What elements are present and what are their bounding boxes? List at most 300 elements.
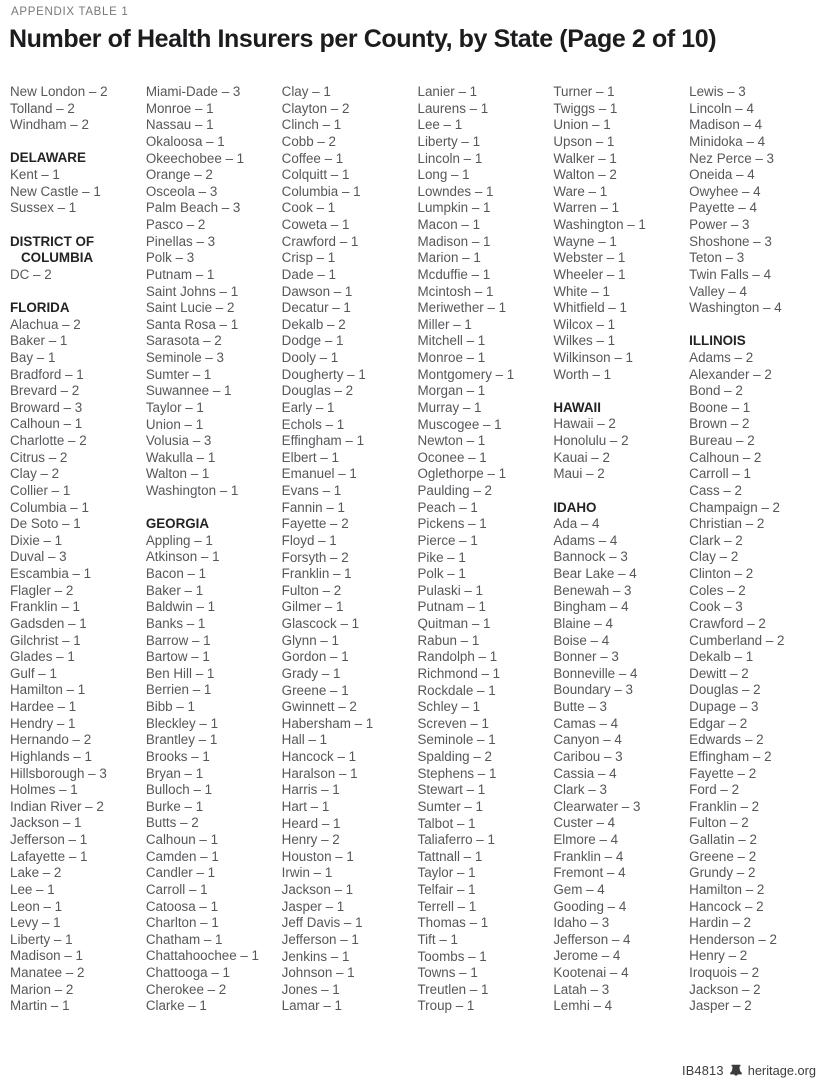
county-table (10, 84, 816, 1015)
county-entry: Duval – 3 (10, 549, 67, 565)
county-entry: Peach – 1 (417, 499, 478, 515)
county-entry: Bingham – 4 (553, 599, 629, 615)
county-entry: Dougherty – 1 (281, 366, 366, 382)
county-entry: Adams – 2 (689, 349, 754, 365)
appendix-table-label: APPENDIX TABLE 1 (11, 6, 129, 18)
county-entry: Houston – 1 (281, 848, 354, 864)
county-entry: Kauai – 2 (553, 449, 610, 465)
county-entry: Walker – 1 (553, 150, 617, 166)
county-entry: Glades – 1 (10, 649, 75, 665)
county-entry: Coffee – 1 (281, 150, 344, 166)
county-entry: Baldwin – 1 (145, 599, 216, 615)
county-entry: Haralson – 1 (281, 765, 358, 781)
county-entry: Effingham – 2 (689, 748, 772, 764)
county-entry: Decatur – 1 (281, 300, 351, 316)
county-entry: Washington – 4 (689, 300, 782, 316)
county-entry: Montgomery – 1 (417, 366, 515, 382)
spacer (689, 317, 816, 334)
county-entry: Bacon – 1 (145, 566, 207, 582)
county-entry: Sussex – 1 (10, 200, 77, 216)
county-entry: Madison – 4 (689, 117, 763, 133)
county-entry: Talbot – 1 (417, 815, 476, 831)
county-entry: Orange – 2 (145, 167, 213, 183)
county-entry: Berrien – 1 (145, 682, 212, 698)
county-entry: Pulaski – 1 (417, 582, 484, 598)
county-entry: Kootenai – 4 (553, 965, 629, 981)
county-entry: Douglas – 2 (281, 383, 354, 399)
county-entry: Cobb – 2 (281, 133, 337, 149)
county-entry: Adams – 4 (553, 532, 618, 548)
county-entry: Whitfield – 1 (553, 300, 628, 316)
county-entry: Franklin – 1 (281, 566, 352, 582)
county-entry: Jeff Davis – 1 (281, 915, 363, 931)
county-entry: Walton – 2 (553, 167, 617, 183)
county-entry: Teton – 3 (689, 250, 745, 266)
county-entry: Nez Perce – 3 (689, 150, 775, 166)
county-entry: Okeechobee – 1 (145, 150, 245, 166)
county-entry: Wheeler – 1 (553, 266, 626, 282)
county-entry: Levy – 1 (10, 915, 61, 931)
table-column-6 (689, 84, 816, 1015)
county-entry: DC – 2 (10, 266, 52, 282)
county-entry: Caribou – 3 (553, 748, 623, 764)
county-entry: Highlands – 1 (10, 748, 92, 764)
county-entry: Jasper – 2 (689, 998, 752, 1014)
county-entry: Iroquois – 2 (689, 965, 760, 981)
county-entry: Union – 1 (553, 117, 611, 133)
county-entry: Saint Lucie – 2 (145, 300, 235, 316)
county-entry: Seminole – 1 (417, 732, 496, 748)
county-entry: Boundary – 3 (553, 682, 633, 698)
county-entry: Habersham – 1 (281, 715, 374, 731)
county-entry: Towns – 1 (417, 965, 478, 981)
county-entry: Schley – 1 (417, 699, 481, 715)
county-entry: Minidoka – 4 (689, 133, 766, 149)
county-entry: Dixie – 1 (10, 532, 63, 548)
county-entry: Charlotte – 2 (10, 433, 87, 449)
county-entry: Clay – 2 (10, 466, 60, 482)
county-entry: Miami-Dade – 3 (145, 84, 241, 99)
county-entry: Paulding – 2 (417, 483, 492, 498)
county-entry: Payette – 4 (689, 200, 757, 216)
county-entry: Calhoun – 1 (145, 832, 219, 848)
county-entry: Pike – 1 (417, 549, 466, 565)
county-entry: Columbia – 1 (10, 499, 89, 515)
county-entry: Lemhi – 4 (553, 998, 613, 1014)
county-entry: Tolland – 2 (10, 100, 75, 116)
county-entry: Fayette – 2 (689, 765, 757, 781)
page-footer (682, 1063, 816, 1078)
county-entry: Bibb – 1 (145, 699, 195, 715)
county-entry: Pierce – 1 (417, 532, 478, 548)
county-entry: Dawson – 1 (281, 283, 353, 299)
county-entry: Laurens – 1 (417, 100, 489, 116)
state-header: DELAWARE (10, 150, 86, 166)
spacer (146, 500, 273, 517)
county-entry: Catoosa – 1 (145, 898, 219, 914)
county-entry: Bureau – 2 (689, 433, 755, 449)
county-entry: Lee – 1 (10, 881, 55, 897)
county-entry: Lowndes – 1 (417, 183, 494, 199)
county-entry: Valley – 4 (689, 283, 747, 299)
county-entry: Miller – 1 (417, 316, 472, 332)
county-entry: Bannock – 3 (553, 549, 628, 565)
county-entry: Dekalb – 1 (689, 649, 754, 665)
county-entry: Lumpkin – 1 (417, 200, 491, 216)
county-entry: Benewah – 3 (553, 582, 632, 598)
county-entry: Columbia – 1 (281, 183, 361, 199)
county-entry: Atkinson – 1 (145, 549, 220, 565)
county-entry: Twiggs – 1 (553, 100, 618, 116)
county-entry: Greene – 1 (281, 682, 349, 698)
spacer (10, 283, 137, 300)
county-entry: Clay – 2 (689, 549, 739, 565)
county-entry: Hernando – 2 (10, 732, 92, 748)
county-entry: Manatee – 2 (10, 965, 85, 981)
county-entry: Lee – 1 (417, 117, 463, 133)
county-entry: Polk – 3 (145, 250, 195, 266)
county-entry: Oconee – 1 (417, 449, 487, 465)
county-entry: Monroe – 1 (417, 350, 486, 365)
county-entry: Broward – 3 (10, 399, 83, 415)
county-entry: Calhoun – 1 (10, 416, 83, 432)
county-entry: Palm Beach – 3 (145, 200, 241, 216)
county-entry: Banks – 1 (145, 615, 206, 631)
county-entry: Brevard – 2 (10, 383, 80, 399)
county-entry: Worth – 1 (553, 366, 612, 382)
county-entry: Clark – 3 (553, 782, 607, 798)
county-entry: Blaine – 4 (553, 615, 613, 631)
county-entry: Clark – 2 (689, 532, 743, 548)
county-entry: Early – 1 (281, 399, 335, 415)
county-entry: Madison – 1 (417, 233, 491, 249)
county-entry: Richmond – 1 (417, 665, 501, 681)
county-entry: Taylor – 1 (145, 399, 204, 415)
table-column-2 (146, 84, 273, 1015)
county-entry: Harris – 1 (281, 782, 340, 798)
county-entry: Mcduffie – 1 (417, 266, 491, 282)
county-entry: Hart – 1 (281, 798, 330, 814)
county-entry: Mcintosh – 1 (417, 283, 494, 299)
county-entry: Escambia – 1 (10, 566, 92, 582)
county-entry: Crawford – 1 (281, 233, 359, 249)
county-entry: Camden – 1 (145, 848, 219, 864)
county-entry: Henry – 2 (689, 948, 748, 964)
county-entry: Saint Johns – 1 (145, 283, 239, 299)
county-entry: Marion – 2 (10, 981, 74, 997)
county-entry: Irwin – 1 (281, 865, 333, 881)
county-entry: Hamilton – 1 (10, 682, 86, 698)
state-header: DISTRICT OF COLUMBIA (10, 233, 95, 266)
county-entry: Lamar – 1 (281, 998, 342, 1014)
county-entry: Sarasota – 2 (145, 333, 222, 349)
county-entry: Boone – 1 (689, 399, 751, 415)
county-entry: Honolulu – 2 (553, 433, 629, 449)
county-entry: Kent – 1 (10, 167, 60, 183)
county-entry: Idaho – 3 (553, 915, 610, 931)
county-entry: Bond – 2 (689, 383, 743, 399)
county-entry: Clayton – 2 (281, 100, 350, 116)
county-entry: Randolph – 1 (417, 649, 498, 665)
heritage-site-text: heritage.org (747, 1063, 816, 1078)
county-entry: New London – 2 (10, 84, 108, 99)
county-entry: Appling – 1 (145, 532, 213, 548)
county-entry: Washington – 1 (553, 217, 646, 232)
county-entry: Long – 1 (417, 167, 470, 183)
county-entry: Dupage – 3 (689, 699, 759, 715)
county-entry: Macon – 1 (417, 217, 481, 232)
county-entry: Burke – 1 (145, 798, 204, 814)
county-entry: Wilkinson – 1 (553, 350, 633, 365)
county-entry: White – 1 (553, 283, 610, 299)
county-entry: Sumter – 1 (417, 798, 483, 814)
county-entry: Tift – 1 (417, 931, 458, 947)
county-entry: Baker – 1 (10, 333, 68, 349)
county-entry: Taylor – 1 (417, 865, 476, 881)
county-entry: Flagler – 2 (10, 582, 74, 598)
state-header: IDAHO (553, 499, 597, 515)
county-entry: Spalding – 2 (417, 749, 492, 764)
county-entry: Jackson – 2 (689, 981, 761, 997)
county-entry: Franklin – 1 (10, 599, 80, 615)
county-entry: Putnam – 1 (417, 599, 486, 615)
county-entry: Ford – 2 (689, 782, 740, 798)
county-entry: Washington – 1 (145, 483, 239, 498)
county-entry: Putnam – 1 (145, 266, 215, 282)
county-entry: Fremont – 4 (553, 865, 626, 881)
county-entry: Webster – 1 (553, 250, 626, 266)
county-entry: Candler – 1 (145, 865, 216, 881)
county-entry: Liberty – 1 (10, 931, 73, 947)
county-entry: Rabun – 1 (417, 632, 480, 648)
county-entry: Morgan – 1 (417, 383, 486, 399)
county-entry: Dekalb – 2 (281, 316, 346, 332)
county-entry: Bleckley – 1 (145, 715, 219, 731)
spacer (553, 383, 680, 400)
county-entry: Wayne – 1 (553, 233, 617, 249)
county-entry: Bradford – 1 (10, 366, 84, 382)
county-entry: Fannin – 1 (281, 499, 345, 515)
county-entry: Greene – 2 (689, 848, 757, 864)
county-entry: Fayette – 2 (281, 516, 349, 532)
county-entry: Gwinnett – 2 (281, 699, 357, 715)
county-entry: Johnson – 1 (281, 965, 355, 981)
county-entry: Terrell – 1 (417, 898, 477, 914)
county-entry: Ada – 4 (553, 516, 600, 532)
county-entry: Hall – 1 (281, 732, 328, 748)
county-entry: Glynn – 1 (281, 632, 339, 648)
county-entry: Clarke – 1 (145, 998, 207, 1014)
county-entry: Cook – 1 (281, 200, 336, 216)
county-entry: Polk – 1 (417, 566, 466, 582)
county-entry: Grady – 1 (281, 665, 341, 681)
county-entry: Muscogee – 1 (417, 416, 502, 432)
county-entry: Hamilton – 2 (689, 881, 765, 897)
county-entry: Henry – 2 (281, 832, 340, 848)
county-entry: Owyhee – 4 (689, 183, 761, 199)
county-entry: Liberty – 1 (417, 133, 481, 149)
county-entry: Elbert – 1 (281, 449, 339, 465)
county-entry: Hancock – 2 (689, 898, 764, 914)
county-entry: Bonneville – 4 (553, 665, 638, 681)
county-entry: Wakulla – 1 (145, 449, 216, 465)
county-entry: Screven – 1 (417, 715, 489, 731)
county-entry: Champaign – 2 (689, 499, 780, 515)
county-entry: Chattahoochee – 1 (145, 948, 259, 964)
county-entry: Lincoln – 1 (417, 150, 483, 166)
county-entry: Quitman – 1 (417, 616, 491, 631)
county-entry: Madison – 1 (10, 948, 83, 964)
report-id: IB4813 (681, 1063, 724, 1078)
state-header: ILLINOIS (689, 333, 746, 349)
county-entry: Turner – 1 (553, 84, 615, 99)
county-entry: Emanuel – 1 (281, 466, 357, 482)
county-entry: New Castle – 1 (10, 183, 101, 199)
county-entry: Stephens – 1 (417, 765, 497, 781)
county-entry: Brantley – 1 (145, 732, 218, 748)
county-entry: Bonner – 3 (553, 649, 619, 665)
county-entry: Franklin – 4 (553, 848, 624, 864)
county-entry: Treutlen – 1 (417, 981, 489, 997)
county-entry: Elmore – 4 (553, 832, 619, 848)
county-entry: Maui – 2 (553, 466, 605, 482)
county-entry: Cassia – 4 (553, 765, 617, 781)
county-entry: Upson – 1 (553, 133, 615, 149)
county-entry: Dooly – 1 (281, 350, 339, 365)
county-entry: Hardin – 2 (689, 915, 751, 931)
county-entry: Lincoln – 4 (689, 100, 754, 116)
county-entry: Custer – 4 (553, 815, 616, 831)
county-entry: Clinton – 2 (689, 566, 754, 582)
county-entry: Wilkes – 1 (553, 333, 616, 349)
county-entry: Brown – 2 (689, 416, 750, 432)
county-entry: Gallatin – 2 (689, 832, 757, 848)
spacer (10, 134, 137, 151)
county-entry: Holmes – 1 (10, 782, 78, 798)
county-entry: Christian – 2 (689, 516, 765, 532)
state-header: GEORGIA (145, 516, 210, 532)
county-entry: Bryan – 1 (145, 765, 204, 781)
state-header: HAWAII (553, 399, 601, 415)
county-entry: Crawford – 2 (689, 615, 766, 631)
county-entry: Canyon – 4 (553, 732, 622, 748)
county-entry: Jefferson – 1 (281, 931, 359, 947)
county-entry: Telfair – 1 (417, 882, 476, 897)
county-entry: Chatham – 1 (145, 931, 223, 947)
county-entry: Union – 1 (145, 416, 204, 432)
county-entry: Camas – 4 (553, 715, 619, 731)
county-entry: Bear Lake – 4 (553, 566, 637, 582)
county-entry: Nassau – 1 (145, 117, 214, 133)
county-entry: Gilmer – 1 (281, 599, 344, 615)
table-column-3 (282, 84, 409, 1015)
county-entry: Glascock – 1 (281, 616, 360, 631)
county-entry: Gilchrist – 1 (10, 632, 81, 648)
county-entry: Indian River – 2 (10, 798, 104, 814)
county-entry: Tattnall – 1 (417, 848, 483, 864)
county-entry: Forsyth – 2 (281, 549, 349, 565)
table-column-1 (10, 84, 137, 1015)
county-entry: Bay – 1 (10, 349, 56, 365)
county-entry: Oglethorpe – 1 (417, 466, 507, 482)
county-entry: Jones – 1 (281, 981, 340, 997)
county-entry: Douglas – 2 (689, 682, 761, 698)
county-entry: Jasper – 1 (281, 898, 345, 914)
county-entry: Colquitt – 1 (281, 167, 350, 183)
county-entry: Citrus – 2 (10, 449, 68, 465)
county-entry: Gadsden – 1 (10, 615, 87, 631)
county-entry: Echols – 1 (281, 416, 345, 432)
county-entry: Heard – 1 (281, 815, 341, 831)
county-entry: Edwards – 2 (689, 732, 764, 748)
county-entry: Gem – 4 (553, 881, 605, 897)
county-entry: Osceola – 3 (145, 183, 218, 199)
county-entry: Collier – 1 (10, 482, 71, 498)
county-entry: Grundy – 2 (689, 865, 756, 881)
heritage-bell-icon (729, 1064, 743, 1077)
county-entry: Alexander – 2 (689, 366, 772, 382)
county-entry: Evans – 1 (281, 483, 342, 498)
county-entry: Pinellas – 3 (145, 233, 216, 249)
county-entry: Bartow – 1 (145, 649, 210, 665)
county-entry: Walton – 1 (145, 466, 210, 482)
county-entry: Lafayette – 1 (10, 848, 88, 864)
county-entry: Baker – 1 (145, 582, 204, 598)
county-entry: Jerome – 4 (553, 948, 621, 964)
county-entry: Hardee – 1 (10, 699, 77, 715)
county-entry: Hillsborough – 3 (10, 765, 107, 781)
county-entry: Sumter – 1 (145, 366, 212, 382)
county-entry: Cherokee – 2 (145, 981, 227, 997)
county-entry: Hancock – 1 (281, 749, 357, 764)
county-entry: Hawaii – 2 (553, 416, 616, 432)
county-entry: Jefferson – 1 (10, 832, 88, 848)
county-entry: Toombs – 1 (417, 948, 487, 964)
table-column-5 (553, 84, 680, 1015)
county-entry: Brooks – 1 (145, 748, 210, 764)
county-entry: Alachua – 2 (10, 316, 81, 332)
county-entry: Ben Hill – 1 (145, 665, 215, 681)
county-entry: Volusia – 3 (145, 433, 212, 449)
county-entry: Cass – 2 (689, 482, 742, 498)
county-entry: Martin – 1 (10, 998, 70, 1014)
county-entry: Mitchell – 1 (417, 333, 486, 349)
county-entry: Carroll – 1 (689, 466, 751, 482)
county-entry: Marion – 1 (417, 250, 481, 266)
county-entry: Jefferson – 4 (553, 931, 631, 947)
county-entry: Edgar – 2 (689, 715, 748, 731)
county-entry: Clearwater – 3 (553, 798, 641, 814)
county-entry: Murray – 1 (417, 399, 482, 415)
county-entry: Gordon – 1 (281, 649, 349, 665)
spacer (553, 483, 680, 500)
county-entry: Jenkins – 1 (281, 948, 350, 964)
county-entry: Seminole – 3 (145, 350, 224, 365)
county-entry: Crisp – 1 (281, 250, 336, 266)
county-entry: Monroe – 1 (145, 100, 214, 116)
county-entry: Henderson – 2 (689, 931, 777, 947)
county-entry: Coles – 2 (689, 582, 746, 598)
county-entry: Meriwether – 1 (417, 300, 507, 316)
county-entry: Barrow – 1 (145, 632, 211, 648)
county-entry: Clinch – 1 (281, 117, 342, 133)
county-entry: Dodge – 1 (281, 333, 344, 349)
county-entry: Floyd – 1 (281, 532, 337, 548)
county-entry: Fulton – 2 (689, 815, 749, 831)
county-entry: Twin Falls – 4 (689, 266, 772, 282)
county-entry: Lewis – 3 (689, 84, 746, 99)
county-entry: Chattooga – 1 (145, 965, 230, 981)
